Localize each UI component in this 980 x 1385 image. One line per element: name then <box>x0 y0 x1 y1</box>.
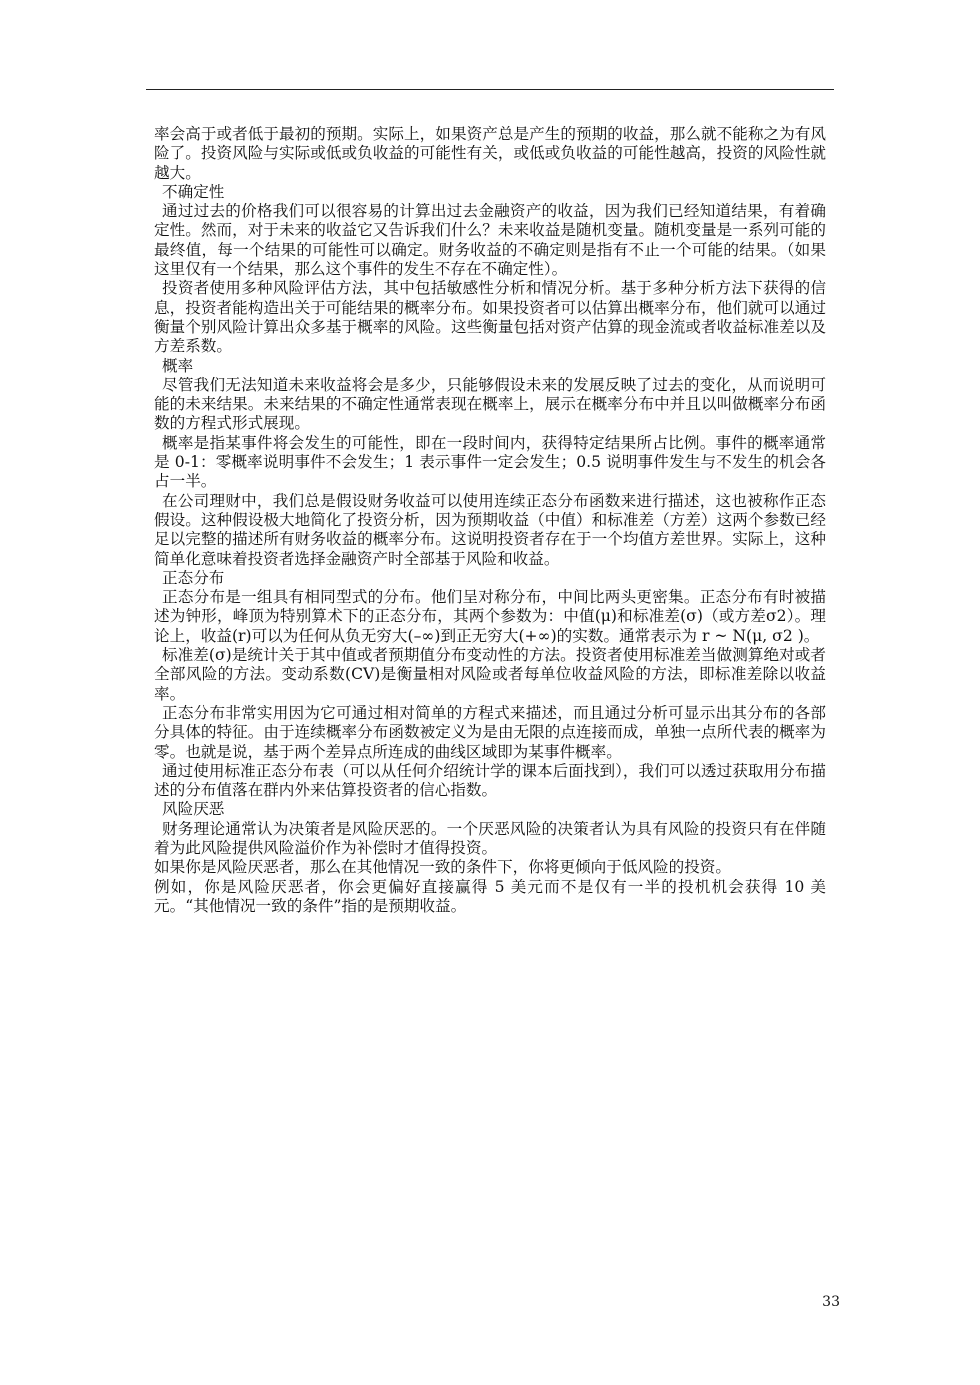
paragraph: 标准差(σ)是统计关于其中值或者预期值分布变动性的方法。投资者使用标准差当做测算绝对或者全部风险的方法。变动系数(CV)是衡量相对风险或者每单位收益风险的方法，即标准差除以收益率。 <box>154 646 826 703</box>
paragraph: 率会高于或者低于最初的预期。实际上，如果资产总是产生的预期的收益，那么就不能称之为有风险了。投资风险与实际或低或负收益的可能性有关，或低或负收益的可能性越高，投资的风险性就越大。 <box>154 125 826 182</box>
section-heading-risk-aversion: 风险厌恶 <box>162 800 225 819</box>
section-heading-normal-distribution: 正态分布 <box>162 568 225 587</box>
page-content <box>154 125 826 916</box>
paragraph: 概率是指某事件将会发生的可能性，即在一段时间内，获得特定结果所占比例。事件的概率通常是 0-1：零概率说明事件不会发生；1 表示事件一定会发生；0.5 说明事件发生与不发生的机会各占一半。 <box>154 433 826 491</box>
paragraph: 通过使用标准正态分布表（可以从任何介绍统计学的课本后面找到），我们可以透过获取用分布描述的分布值落在群内外来估算投资者的信心指数。 <box>154 761 826 800</box>
paragraph: 正态分布非常实用因为它可通过相对简单的方程式来描述，而且通过分析可显示出其分布的各部分具体的特征。由于连续概率分布函数被定义为是由无限的点连接而成，单独一点所代表的概率为零。也就是说，基于两个差异点所连成的曲线区域即为某事件概率。 <box>154 703 826 761</box>
paragraph: 尽管我们无法知道未来收益将会是多少，只能够假设未来的发展反映了过去的变化，从而说明可能的未来结果。未来结果的不确定性通常表现在概率上，展示在概率分布中并且以叫做概率分布函数的方程式形式展现。 <box>154 375 826 433</box>
paragraph: 正态分布是一组具有相同型式的分布。他们呈对称分布，中间比两头更密集。正态分布有时被描述为钟形，峰顶为特别算术下的正态分布，其两个参数为：中值(μ)和标准差(σ)（或方差σ2）。理论上，收益(r)可以为任何从负无穷大(–∞)到正无穷大(+∞)的实数。通常表示为 r ~ N(μ, σ2 )。 <box>154 588 826 645</box>
header-rule <box>146 89 834 90</box>
section-heading-probability: 概率 <box>162 356 194 375</box>
paragraph: 通过过去的价格我们可以很容易的计算出过去金融资产的收益，因为我们已经知道结果，有着确定性。然而，对于未来的收益它又告诉我们什么？未来收益是随机变量。随机变量是一系列可能的最终值，每一个结果的可能性可以确定。财务收益的不确定则是指有不止一个可能的结果。（如果这里仅有一个结果，那么这个事件的发生不存在不确定性）。 <box>154 202 826 279</box>
paragraph: 例如，你是风险厌恶者，你会更偏好直接赢得 5 美元而不是仅有一半的投机机会获得 10 美元。“其他情况一致的条件”指的是预期收益。 <box>154 877 826 915</box>
page-number: 33 <box>822 1294 840 1310</box>
paragraph: 如果你是风险厌恶者，那么在其他情况一致的条件下，你将更倾向于低风险的投资。 <box>154 858 731 877</box>
paragraph: 在公司理财中，我们总是假设财务收益可以使用连续正态分布函数来进行描述，这也被称作正态假设。这种假设极大地简化了投资分析，因为预期收益（中值）和标准差（方差）这两个参数已经足以完整的描述所有财务收益的概率分布。这说明投资者存在于一个均值方差世界。实际上，这种简单化意味着投资者选择金融资产时全部基于风险和收益。 <box>154 491 826 568</box>
paragraph: 投资者使用多种风险评估方法，其中包括敏感性分析和情况分析。基于多种分析方法下获得的信息，投资者能构造出关于可能结果的概率分布。如果投资者可以估算出概率分布，他们就可以通过衡量个别风险计算出众多基于概率的风险。这些衡量包括对资产估算的现金流或者收益标准差以及方差系数。 <box>154 279 826 356</box>
paragraph: 财务理论通常认为决策者是风险厌恶的。一个厌恶风险的决策者认为具有风险的投资只有在伴随着为此风险提供风险溢价作为补偿时才值得投资。 <box>154 819 826 857</box>
section-heading-uncertainty: 不确定性 <box>162 182 225 201</box>
